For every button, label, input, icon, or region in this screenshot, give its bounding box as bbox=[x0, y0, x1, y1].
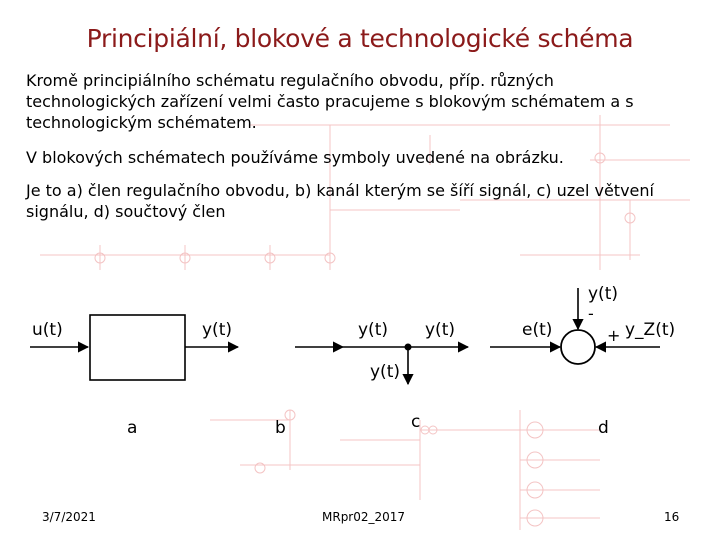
caption-a: a bbox=[127, 418, 138, 438]
slide-title: Principiální, blokové a technologické schéma bbox=[86, 24, 634, 53]
caption-d: d bbox=[598, 418, 609, 438]
label-c-out-down: y(t) bbox=[370, 362, 400, 382]
block-rect bbox=[90, 315, 185, 380]
label-a-input: u(t) bbox=[32, 320, 63, 340]
label-c-out-right: y(t) bbox=[425, 320, 455, 340]
paragraph-symbols: V blokových schématech používáme symboly uvedené na obrázku. bbox=[26, 148, 564, 167]
footer-date: 3/7/2021 bbox=[42, 510, 96, 524]
caption-c: c bbox=[411, 412, 421, 432]
summing-circle bbox=[561, 330, 595, 364]
paragraph-intro: Kromě principiálního schématu regulačního obvodu, příp. různých technologických zařízení velmi často pracujeme s blokovým schématem a s technologickým schématem. bbox=[26, 71, 634, 132]
footer-page-number: 16 bbox=[664, 510, 680, 524]
label-d-in-left: e(t) bbox=[522, 320, 553, 340]
label-d-in-top: y(t) bbox=[588, 284, 618, 304]
label-c-input: y(t) bbox=[358, 320, 388, 340]
symbol-c-branch-node bbox=[343, 344, 468, 385]
label-d-minus: - bbox=[588, 304, 594, 323]
caption-b: b bbox=[275, 418, 286, 438]
label-d-plus: + bbox=[607, 326, 621, 345]
paragraph-legend: Je to a) člen regulačního obvodu, b) kanál kterým se šíří signál, c) uzel větvení signálu, d) součtový člen bbox=[26, 181, 654, 221]
label-a-output: y(t) bbox=[202, 320, 232, 340]
footer-code: MRpr02_2017 bbox=[322, 510, 406, 524]
label-d-in-right: y_Z(t) bbox=[625, 320, 676, 340]
